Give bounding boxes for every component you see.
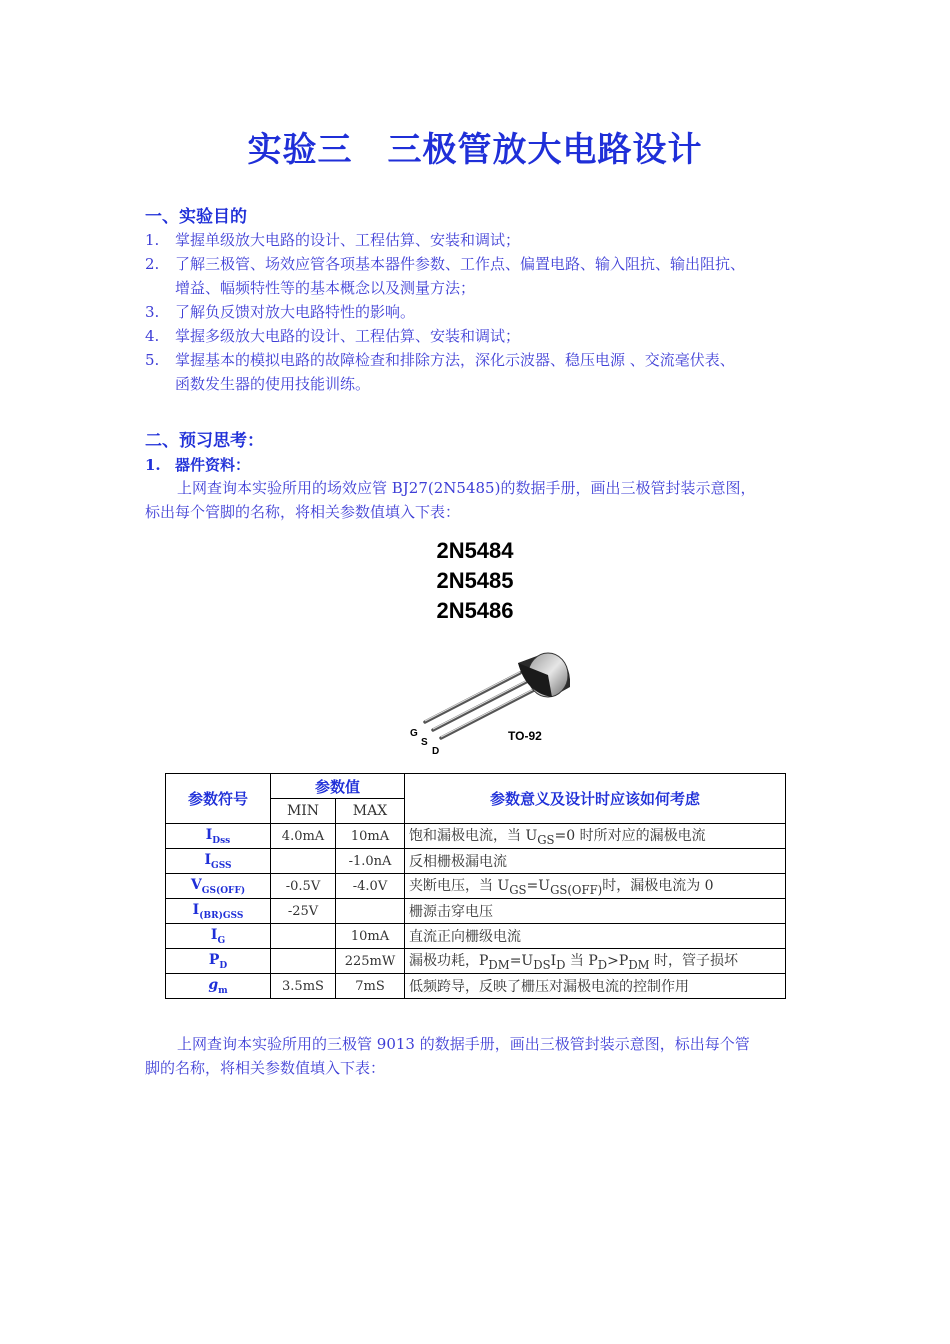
header-symbol: 参数符号 <box>166 774 271 824</box>
param-symbol: $I_{GSS}$ <box>166 849 271 874</box>
param-description: 漏极功耗，$P_{DM}=U_{DS}I_D$ 当 $P_D>P_{DM}$ 时，管子损坏 <box>405 949 786 974</box>
param-description: 饱和漏极电流，当 $U_{GS}=0$ 时所对应的漏极电流 <box>405 824 786 849</box>
param-symbol: $I_{Dss}$ <box>166 824 271 849</box>
param-max: 10mA <box>336 824 405 849</box>
table-row <box>166 849 786 874</box>
pin-label-s: S <box>421 737 428 748</box>
objectives-list <box>145 228 745 396</box>
objective-item: 3. 了解负反馈对放大电路特性的影响。 <box>145 303 416 321</box>
header-meaning: 参数意义及设计时应该如何考虑 <box>405 774 786 824</box>
param-max: -1.0nA <box>336 849 405 874</box>
parameter-table <box>165 773 786 999</box>
param-min <box>271 849 336 874</box>
section2-heading: 二、预习思考： <box>145 431 264 451</box>
param-max <box>336 899 405 924</box>
param-description: 夹断电压，当 $U_{GS}=U_{GS(OFF)}$时，漏极电流为 0 <box>405 874 786 899</box>
param-max: 10mA <box>336 924 405 949</box>
paragraph-line: 标出每个管脚的名称，将相关参数值填入下表： <box>145 503 461 521</box>
param-description: 直流正向栅级电流 <box>405 924 786 949</box>
param-min: 3.5mS <box>271 974 336 999</box>
section1-heading: 一、实验目的 <box>145 207 247 227</box>
header-value: 参数值 <box>271 774 405 799</box>
subsection-heading: 1. 器件资料： <box>145 456 251 474</box>
package-label: TO-92 <box>508 729 542 743</box>
objective-item: 2. 了解三极管、场效应管各项基本器件参数、工作点、偏置电路、输入阻抗、输出阻抗、 <box>145 255 746 273</box>
objective-item: 4. 掌握多级放大电路的设计、工程估算、安装和调试； <box>145 327 521 345</box>
objective-item-cont: 增益、幅频特性等的基本概念以及测量方法； <box>175 279 476 297</box>
param-symbol: $I_G$ <box>166 924 271 949</box>
objective-item: 5. 掌握基本的模拟电路的故障检查和排除方法，深化示波器、稳压电源 、交流毫伏表、 <box>145 351 735 369</box>
header-min: MIN <box>271 799 336 824</box>
param-description: 栅源击穿电压 <box>405 899 786 924</box>
table-row <box>166 874 786 899</box>
param-symbol: $V_{GS(OFF)}$ <box>166 874 271 899</box>
param-min: 4.0mA <box>271 824 336 849</box>
param-min <box>271 949 336 974</box>
param-min: -25V <box>271 899 336 924</box>
param-description: 反相栅极漏电流 <box>405 849 786 874</box>
pin-label-g: G <box>410 728 418 739</box>
table-row <box>166 824 786 849</box>
pin-label-d: D <box>432 746 440 757</box>
paragraph-line: 上网查询本实验所用的场效应管 BJ27(2N5485)的数据手册，画出三极管封装示意图， <box>177 479 756 497</box>
param-max: 225mW <box>336 949 405 974</box>
part-number: 2N5486 <box>436 598 514 623</box>
table-row <box>166 974 786 999</box>
param-max: -4.0V <box>336 874 405 899</box>
paragraph-line: 上网查询本实验所用的三极管 9013 的数据手册，画出三极管封装示意图，标出每个管 <box>177 1035 750 1053</box>
page-title: 实验三 三极管放大电路设计 <box>247 130 703 170</box>
param-min: -0.5V <box>271 874 336 899</box>
part-number: 2N5485 <box>436 568 514 593</box>
paragraph-line: 脚的名称，将相关参数值填入下表： <box>145 1059 386 1077</box>
part-number: 2N5484 <box>436 538 514 563</box>
param-symbol: $I_{(BR)GSS}$ <box>166 899 271 924</box>
header-max: MAX <box>336 799 405 824</box>
param-min <box>271 924 336 949</box>
table-row <box>166 899 786 924</box>
param-description: 低频跨导，反映了栅压对漏极电流的控制作用 <box>405 974 786 999</box>
objective-item: 1. 掌握单级放大电路的设计、工程估算、安装和调试； <box>145 231 521 249</box>
table-row <box>166 924 786 949</box>
table-row <box>166 949 786 974</box>
objective-item-cont: 函数发生器的使用技能训练。 <box>175 375 371 393</box>
param-max: 7mS <box>336 974 405 999</box>
param-symbol: $g_m$ <box>166 974 271 999</box>
param-symbol: $P_D$ <box>166 949 271 974</box>
